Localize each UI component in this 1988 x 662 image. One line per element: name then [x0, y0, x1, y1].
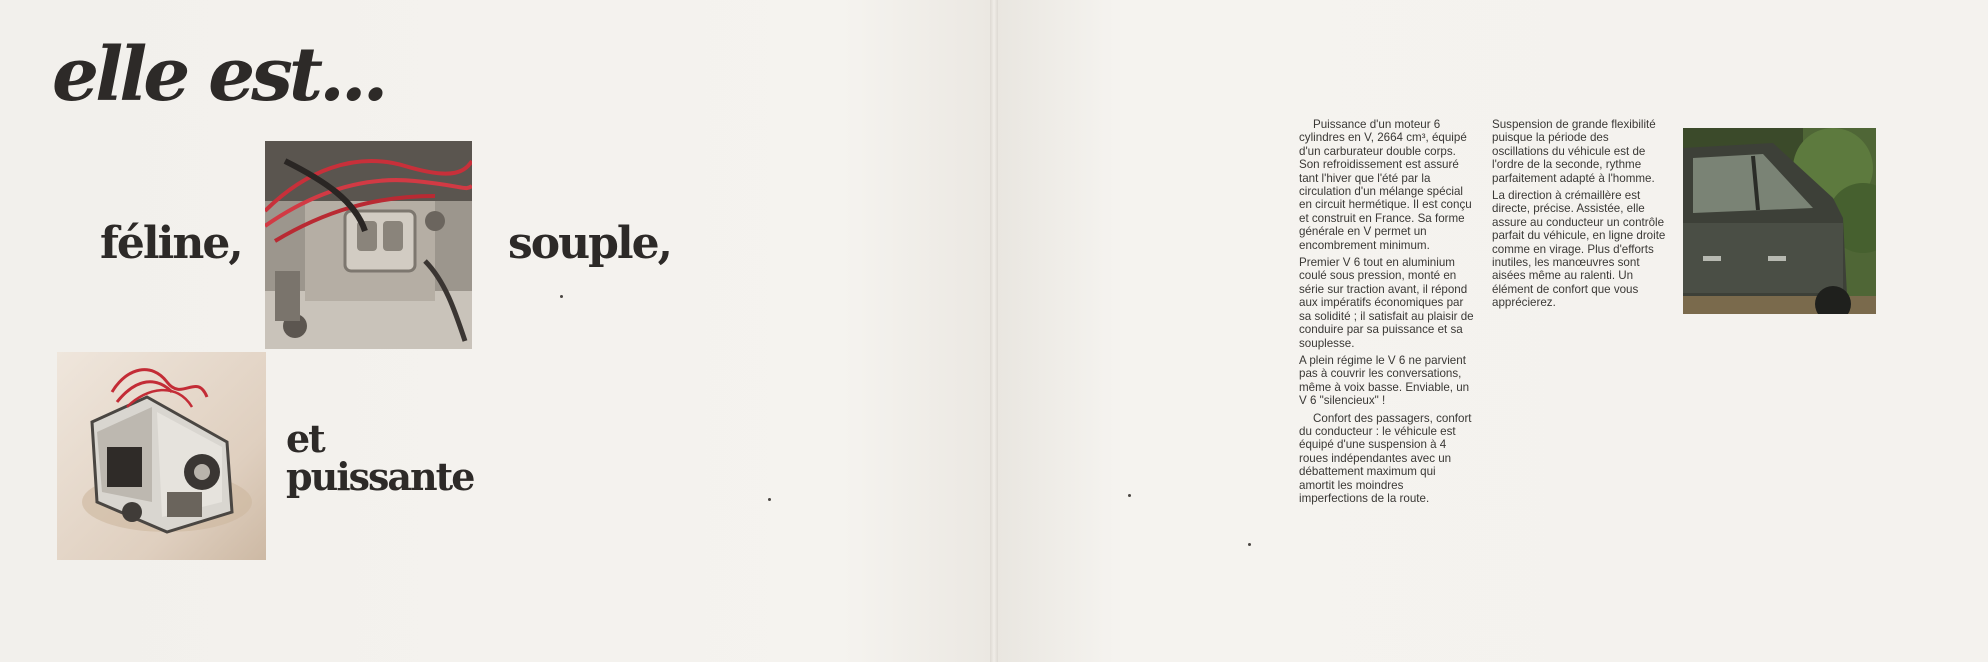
headline: elle est...: [52, 32, 385, 118]
word-souple: souple,: [508, 218, 671, 269]
print-speck: [560, 295, 563, 298]
word-et: et: [286, 416, 324, 461]
word-feline: féline,: [100, 218, 242, 269]
paragraph: Premier V 6 tout en aluminium coulé sous pression, monté en série sur traction avant, il répond aux impératifs économiques par sa solidité ; il satisfait au plaisir de conduire par sa puissance et sa souplesse.: [1299, 256, 1474, 350]
paragraph: Confort des passagers, confort du conducteur : le véhicule est équipé d'une suspension à 4 roues indépendantes avec un débattement maximum qui amortit les moindres imperfections de la route.: [1299, 411, 1472, 505]
v6-engine-photo: [57, 352, 266, 560]
paragraph: A plein régime le V 6 ne parvient pas à couvrir les conversations, même à voix basse. Enviable, un V 6 "silencieux" !: [1299, 353, 1470, 408]
right-page: [996, 0, 1988, 662]
word-et-puissante: [286, 416, 474, 499]
car-side-photo: [1683, 128, 1876, 314]
print-speck: [1128, 494, 1131, 497]
print-speck: [1248, 543, 1251, 546]
word-puissante: puissante: [286, 454, 474, 499]
text-column-2: [1492, 118, 1668, 314]
paragraph: La direction à crémaillère est directe, précise. Assistée, elle assure au conducteur un contrôle parfait du véhicule, en ligne droite comme en virage. Plus d'efforts inutiles, les manœuvres sont aisées même au ralenti. Un élément de confort que vous apprécierez.: [1492, 189, 1666, 310]
text-column-1: [1299, 118, 1474, 509]
page-gutter: [990, 0, 998, 662]
print-speck: [768, 498, 771, 501]
paragraph: Puissance d'un moteur 6 cylindres en V, 2664 cm³, équipé d'un carburateur double corps. Son refroidissement est assuré tant l'hiver que l'été par la circulation d'un mélange spécial en circuit hermétique. Il est conçu et construit en France. Sa forme générale en V permet un encombrement minimum.: [1299, 118, 1472, 252]
carburetor-photo: [265, 141, 472, 349]
paragraph: Suspension de grande flexibilité puisque la période des oscillations du véhicule est de l'ordre de la seconde, rythme parfaitement adapté à l'homme.: [1492, 118, 1656, 185]
